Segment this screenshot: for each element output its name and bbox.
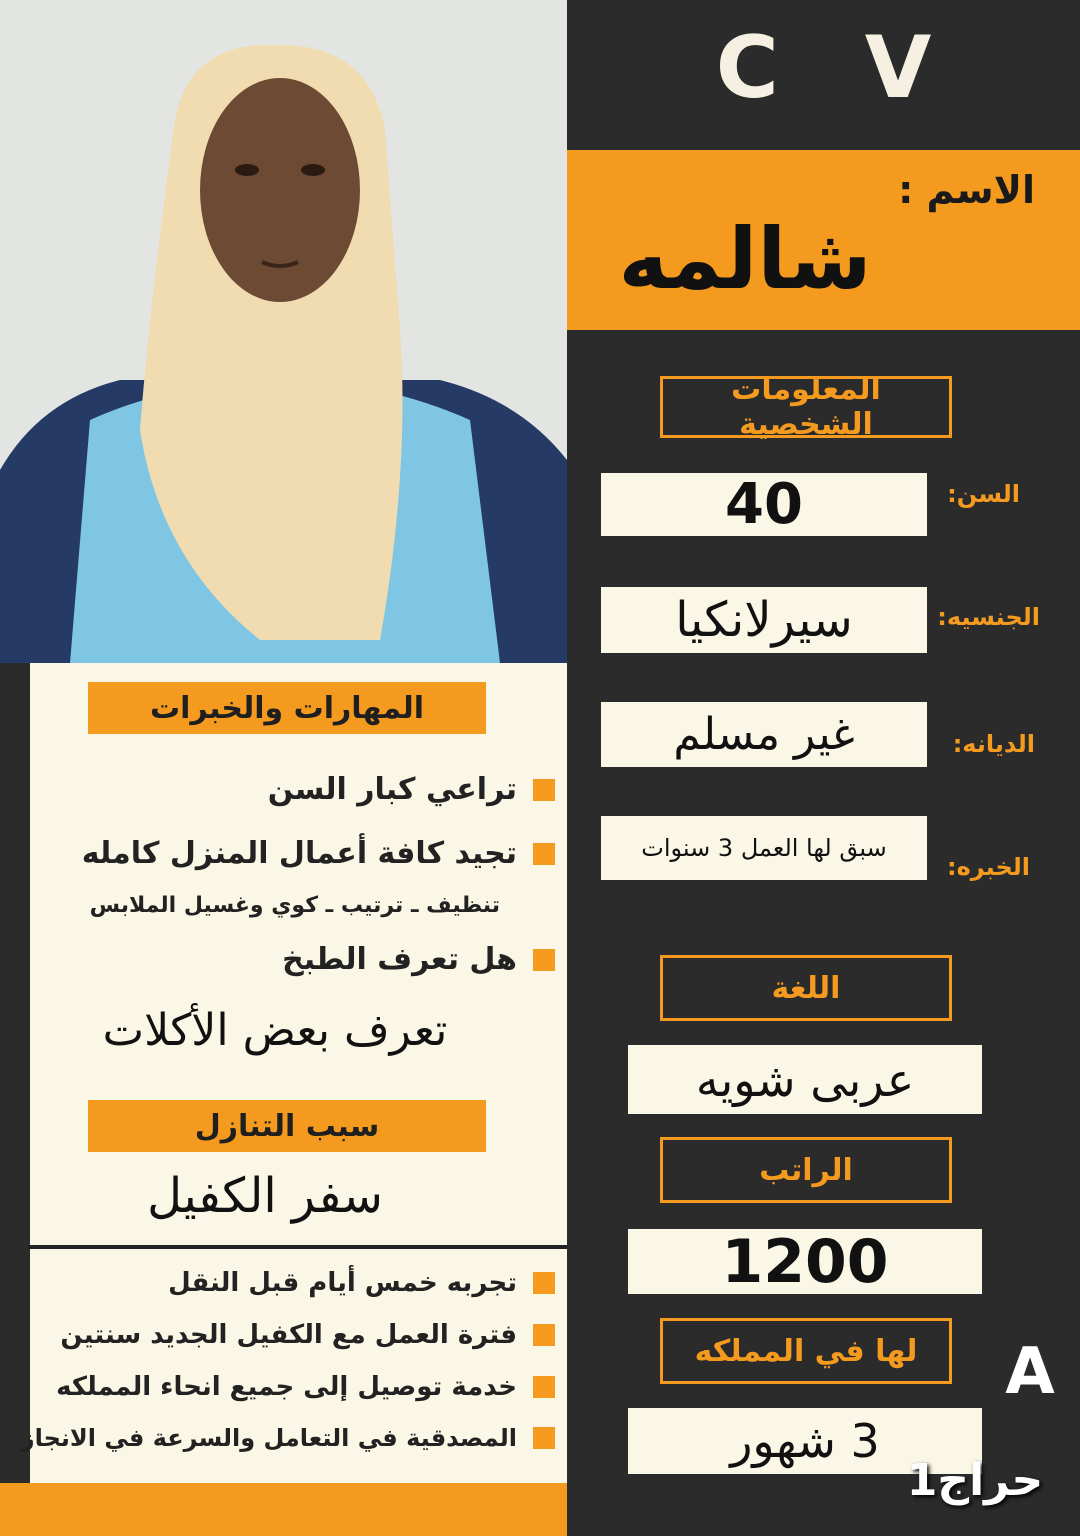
nationality-value: سيرلانكيا xyxy=(601,587,927,653)
grade-badge: A xyxy=(1005,1335,1055,1409)
in-kingdom-value: 3 شهور xyxy=(628,1408,982,1474)
bottom-bar xyxy=(0,1483,567,1536)
waiver-value: سفر الكفيل xyxy=(147,1168,383,1224)
age-label: السن: xyxy=(947,480,1020,508)
list-item: خدمة توصيل إلى جميع انحاء المملكه xyxy=(50,1372,555,1402)
religion-value: غير مسلم xyxy=(601,702,927,767)
cooking-answer: تعرف بعض الأكلات xyxy=(102,1005,448,1056)
experience-value: سبق لها العمل 3 سنوات xyxy=(601,816,927,880)
nationality-label: الجنسيه: xyxy=(937,603,1040,631)
name-label: الاسم : xyxy=(898,168,1035,212)
bullet-icon xyxy=(533,1272,555,1294)
age-value: 40 xyxy=(601,473,927,536)
person-illustration xyxy=(0,0,567,663)
bullet-icon xyxy=(533,1376,555,1398)
list-item: تجيد كافة أعمال المنزل كامله xyxy=(100,836,555,871)
bullet-icon xyxy=(533,779,555,801)
list-item: تجربه خمس أيام قبل النقل xyxy=(150,1268,555,1298)
divider xyxy=(28,1245,567,1249)
name-value: شالمه xyxy=(618,210,872,308)
in-kingdom-heading: لها في المملكه xyxy=(660,1318,952,1384)
personal-info-heading: المعلومات الشخصية xyxy=(660,376,952,438)
bullet-icon xyxy=(533,1427,555,1449)
language-value: عربى شويه xyxy=(628,1045,982,1114)
salary-value: 1200 xyxy=(628,1229,982,1294)
list-item: المصدقية في التعامل والسرعة في الانجاز xyxy=(35,1424,555,1452)
salary-heading: الراتب xyxy=(660,1137,952,1203)
religion-label: الديانه: xyxy=(952,730,1035,758)
list-item: تراعي كبار السن xyxy=(180,772,555,807)
house-detail: تنظيف ـ ترتيب ـ كوي وغسيل الملابس xyxy=(89,893,500,918)
list-item: فترة العمل مع الكفيل الجديد سنتين xyxy=(50,1320,555,1350)
experience-label: الخبره: xyxy=(946,853,1030,881)
waiver-heading: سبب التنازل xyxy=(88,1100,486,1152)
profile-photo xyxy=(0,0,567,663)
language-heading: اللغة xyxy=(660,955,952,1021)
cv-title: C V xyxy=(715,18,960,118)
bullet-icon xyxy=(533,1324,555,1346)
skills-heading: المهارات والخبرات xyxy=(88,682,486,734)
bullet-icon xyxy=(533,949,555,971)
list-item: هل تعرف الطبخ xyxy=(200,942,555,977)
watermark: حراج1 xyxy=(906,1455,1044,1506)
bullet-icon xyxy=(533,843,555,865)
